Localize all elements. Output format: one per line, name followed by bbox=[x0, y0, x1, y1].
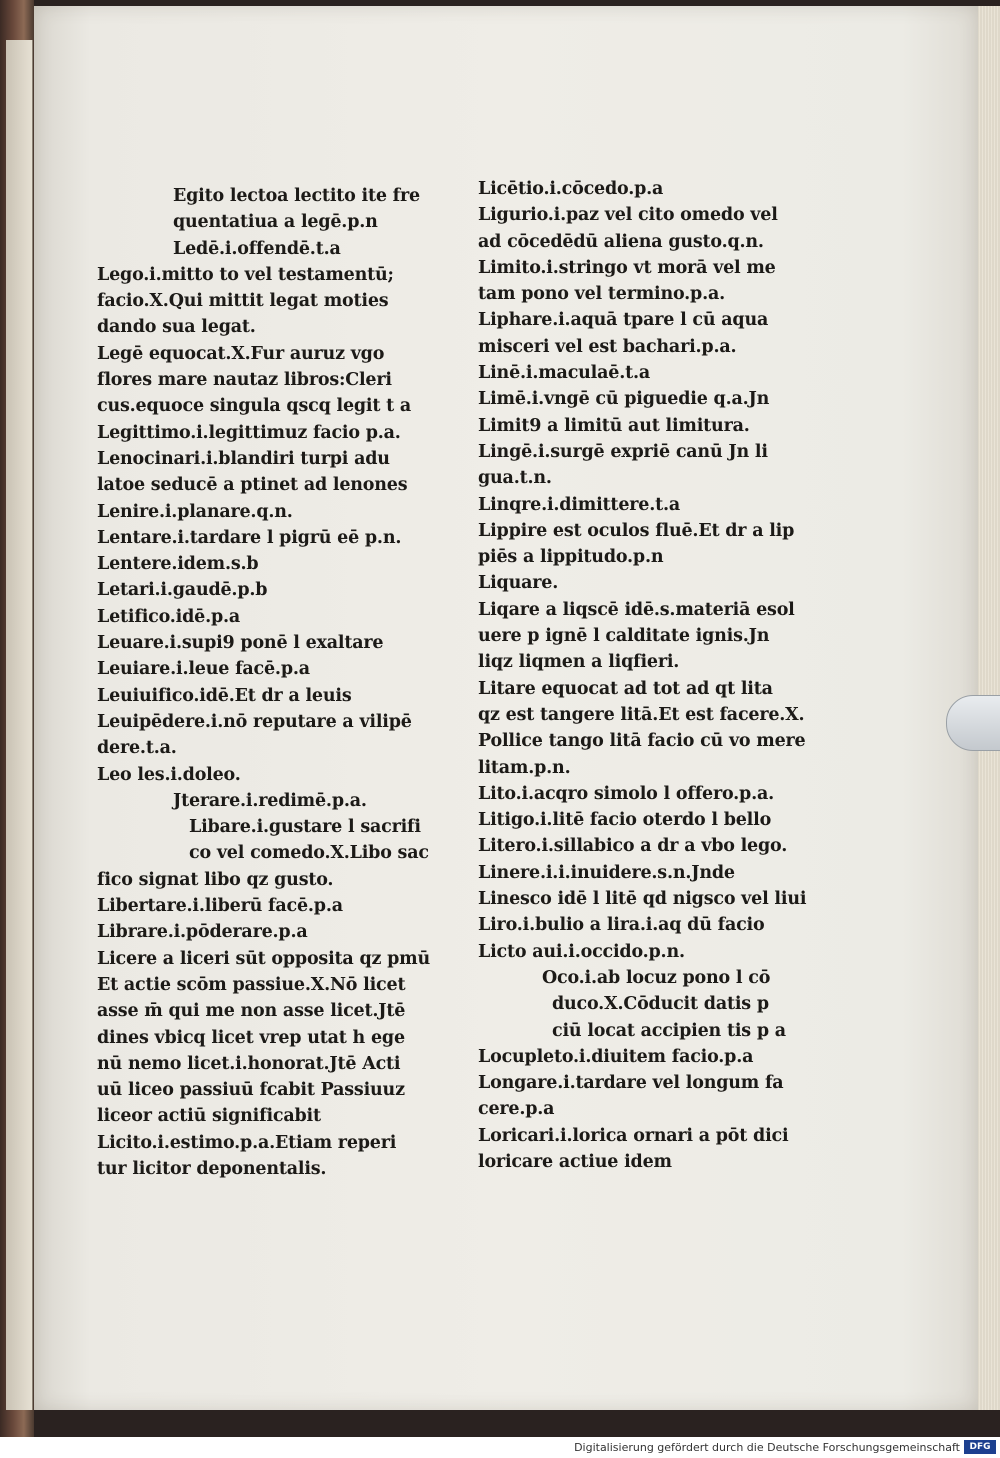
text-line: ad cōcedēdū aliena gusto.q.n. bbox=[478, 231, 764, 252]
text-line: Licito.i.estimo.p.a.Etiam reperi bbox=[97, 1132, 397, 1153]
text-line: tam pono vel termino.p.a. bbox=[478, 284, 726, 305]
text-line: misceri vel est bachari.p.a. bbox=[478, 336, 737, 357]
text-line: Limit9 a limitū aut limitura. bbox=[478, 415, 750, 436]
text-line: Liquare. bbox=[478, 573, 559, 594]
text-line: Libare.i.gustare l sacrifi bbox=[189, 817, 421, 838]
text-line: litam.p.n. bbox=[478, 757, 571, 778]
text-line: fico signat libo qz gusto. bbox=[97, 869, 334, 890]
text-line: tur licitor deponentalis. bbox=[97, 1158, 327, 1179]
text-line: Jterare.i.redimē.p.a. bbox=[173, 790, 367, 811]
text-line: dando sua legat. bbox=[97, 317, 256, 338]
text-line: Loricari.i.lorica ornari a pōt dici bbox=[478, 1125, 789, 1146]
text-line: Litigo.i.litē facio oterdo l bello bbox=[478, 810, 772, 831]
dfg-logo: DFG bbox=[964, 1440, 996, 1454]
text-line: Ligurio.i.paz vel cito omedo vel bbox=[478, 205, 778, 226]
text-line: Ledē.i.offendē.t.a bbox=[173, 238, 341, 259]
text-line: facio.X.Qui mittit legat moties bbox=[97, 291, 389, 312]
text-line: Licto aui.i.occido.p.n. bbox=[478, 941, 685, 962]
text-line: Licētio.i.cōcedo.p.a bbox=[478, 179, 664, 199]
text-line: cere.p.a bbox=[478, 1099, 555, 1120]
funding-credit: Digitalisierung gefördert durch die Deutsche Forschungsgemeinschaft bbox=[574, 1441, 960, 1454]
text-line: co vel comedo.X.Libo sac bbox=[189, 843, 429, 864]
text-line: Lito.i.acqro simolo l offero.p.a. bbox=[478, 783, 774, 804]
text-line: Linere.i.i.inuidere.s.n.Jnde bbox=[478, 862, 735, 883]
text-line: uere p ignē l calditate ignis.Jn bbox=[478, 626, 770, 647]
text-line: Leo les.i.doleo. bbox=[97, 764, 241, 785]
text-line: Linē.i.maculaē.t.a bbox=[478, 363, 651, 384]
text-line: Pollice tango litā facio cū vo mere bbox=[478, 731, 806, 752]
left-text-column bbox=[97, 183, 447, 1182]
text-line: Lenire.i.planare.q.n. bbox=[97, 501, 293, 522]
text-line: qz est tangere litā.Et est facere.X. bbox=[478, 704, 805, 725]
facing-page-edge bbox=[6, 40, 33, 1410]
text-line: Lentere.idem.s.b bbox=[97, 554, 259, 575]
text-line: Letifico.idē.p.a bbox=[97, 606, 241, 627]
text-line: Lippire est oculos fluē.Et dr a lip bbox=[478, 520, 795, 541]
text-line: Lingē.i.surgē expriē canū Jn li bbox=[478, 441, 768, 462]
text-line: Litare equocat ad tot ad qt lita bbox=[478, 678, 773, 699]
text-line: Leuare.i.supi9 ponē l exaltare bbox=[97, 633, 384, 654]
text-line: cus.equoce singula qscq legit t a bbox=[97, 396, 412, 417]
text-line: liceor actiū significabit bbox=[97, 1106, 321, 1127]
text-line: Limito.i.stringo vt morā vel me bbox=[478, 257, 776, 278]
text-line: Legē equocat.X.Fur auruz vgo bbox=[97, 343, 385, 364]
right-text-column bbox=[478, 176, 807, 1175]
text-line: Licere a liceri sūt opposita qz pmū bbox=[97, 948, 430, 969]
text-line: Leuiuifico.idē.Et dr a leuis bbox=[97, 685, 352, 706]
text-line: Leuiare.i.leue facē.p.a bbox=[97, 659, 310, 680]
text-line: Libertare.i.liberū facē.p.a bbox=[97, 896, 343, 917]
text-line: dere.t.a. bbox=[97, 738, 177, 759]
text-line: Linqre.i.dimittere.t.a bbox=[478, 494, 681, 515]
text-line: Linesco idē l litē qd nigsco vel liui bbox=[478, 889, 807, 910]
text-line: quentatiua a legē.p.n bbox=[173, 212, 378, 233]
text-line: Lentare.i.tardare l pigrū eē p.n. bbox=[97, 527, 402, 548]
text-line: ciū locat accipien tis p a bbox=[552, 1020, 786, 1041]
text-line: Liqare a liqscē idē.s.materiā esol bbox=[478, 599, 795, 620]
text-line: Locupleto.i.diuitem facio.p.a bbox=[478, 1046, 754, 1067]
text-line: Limē.i.vngē cū piguedie q.a.Jn bbox=[478, 389, 770, 410]
text-line: loricare actiue idem bbox=[478, 1151, 672, 1172]
text-line: Liro.i.bulio a lira.i.aq dū facio bbox=[478, 915, 765, 936]
text-line: Legittimo.i.legittimuz facio p.a. bbox=[97, 422, 401, 443]
text-line: gua.t.n. bbox=[478, 468, 552, 489]
text-line: Letari.i.gaudē.p.b bbox=[97, 580, 268, 601]
text-line: Leuipēdere.i.nō reputare a vilipē bbox=[97, 711, 412, 732]
text-line: uū liceo passiuū fcabit Passiuuz bbox=[97, 1080, 405, 1101]
text-line: duco.X.Cōducit datis p bbox=[552, 994, 769, 1015]
text-line: Librare.i.pōderare.p.a bbox=[97, 922, 308, 943]
footer-bar bbox=[0, 1437, 1000, 1458]
text-line: Lenocinari.i.blandiri turpi adu bbox=[97, 448, 390, 469]
text-line: Egito lectoa lectito ite fre bbox=[173, 186, 420, 206]
text-line: nū nemo licet.i.honorat.Jtē Acti bbox=[97, 1053, 401, 1074]
page-clip bbox=[946, 695, 1000, 751]
text-line: Liphare.i.aquā tpare l cū aqua bbox=[478, 310, 769, 331]
text-line: flores mare nautaz libros:Cleri bbox=[97, 370, 392, 391]
text-line: Et actie scōm passiue.X.Nō licet bbox=[97, 974, 406, 995]
text-line: liqz liqmen a liqfieri. bbox=[478, 652, 680, 673]
text-line: latoe seducē a ptinet ad lenones bbox=[97, 475, 408, 496]
text-line: asse m̄ qui me non asse licet.Jtē bbox=[97, 1001, 406, 1022]
text-line: Litero.i.sillabico a dr a vbo lego. bbox=[478, 836, 788, 857]
text-line: Lego.i.mitto to vel testamentū; bbox=[97, 264, 394, 285]
text-line: Longare.i.tardare vel longum fa bbox=[478, 1073, 784, 1094]
text-line: dines vbicq licet vrep utat h ege bbox=[97, 1027, 405, 1048]
text-line: Oco.i.ab locuz pono l cō bbox=[542, 967, 771, 988]
text-line: piēs a lippitudo.p.n bbox=[478, 547, 664, 568]
